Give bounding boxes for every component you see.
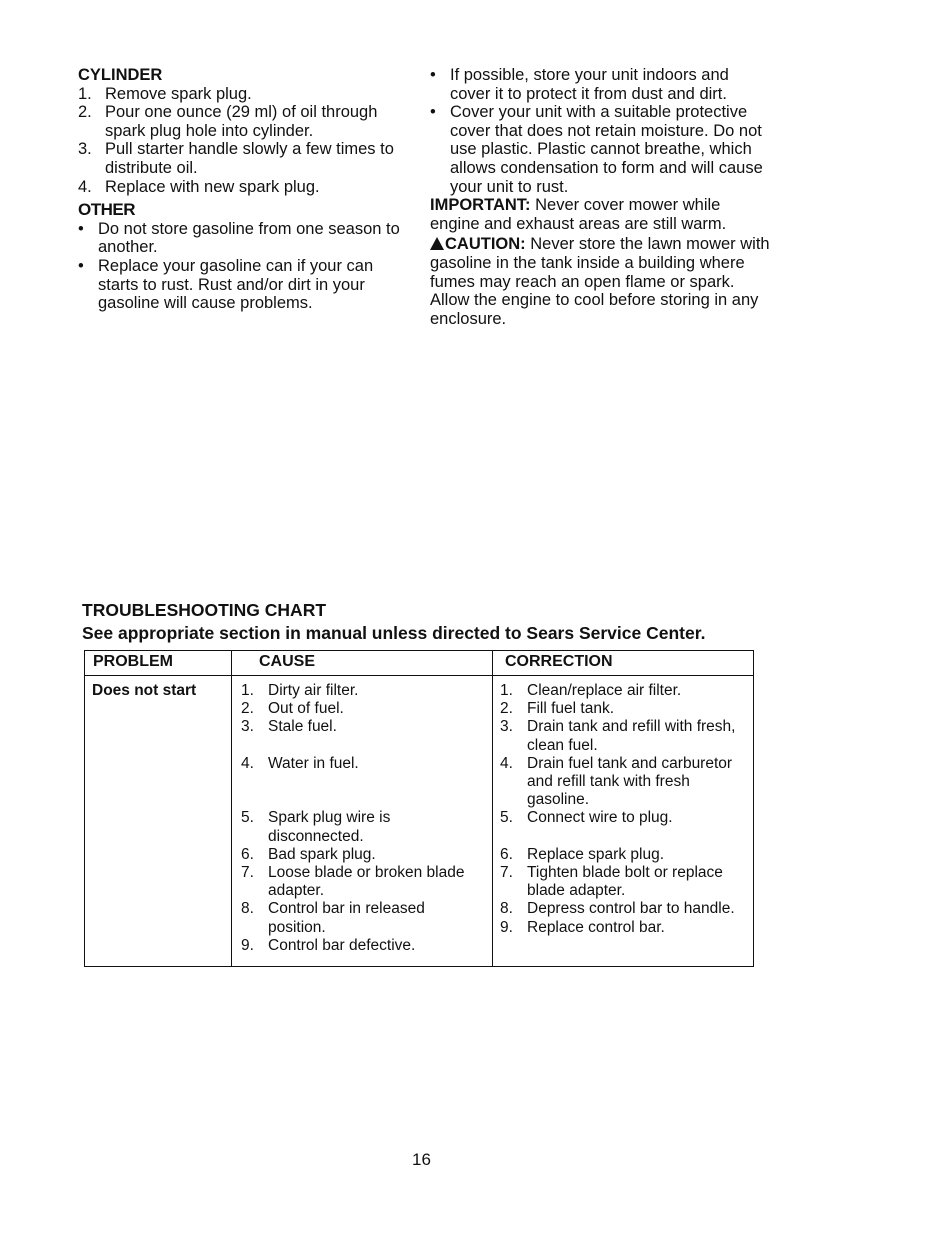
list-item	[500, 809, 745, 827]
caution-text: Never store the lawn mower with gasoline in the tank inside a building where fumes may reach an open flame or spark. Allow the engine to cool before storing in any enclosure.	[430, 235, 770, 328]
list-item	[500, 700, 745, 718]
cause-number: 5.	[241, 809, 254, 827]
list-item	[78, 257, 408, 313]
cause-number: 8.	[241, 900, 254, 918]
list-item	[500, 718, 745, 754]
bullet-icon: •	[78, 219, 84, 238]
correction-text: Replace spark plug.	[527, 845, 664, 863]
list-item	[500, 864, 745, 900]
step-text: Pull starter handle slowly a few times to distribute oil.	[105, 140, 394, 177]
correction-number: 7.	[500, 864, 513, 882]
step-number: 1.	[78, 84, 92, 103]
cause-text: Control bar in released position.	[268, 900, 425, 936]
correction-number: 6.	[500, 845, 513, 863]
cause-text: Bad spark plug.	[268, 845, 376, 863]
correction-number: 5.	[500, 809, 513, 827]
list-item	[78, 85, 408, 104]
list-item	[241, 864, 481, 900]
list-item	[78, 178, 408, 197]
correction-text: Connect wire to plug.	[527, 809, 673, 827]
correction-text: Fill fuel tank.	[527, 700, 615, 718]
bullet-text: Replace your gasoline can if your can starts to rust. Rust and/or dirt in your gasoline will cause problems.	[98, 256, 374, 313]
list-item	[241, 718, 481, 736]
list-item	[241, 900, 481, 936]
cause-number: 6.	[241, 845, 254, 863]
list-item	[241, 700, 481, 718]
list-item	[500, 846, 745, 864]
list-item	[430, 103, 770, 196]
cause-text: Spark plug wire is disconnected.	[268, 809, 391, 845]
cause-text: Control bar defective.	[268, 936, 416, 954]
cylinder-heading: CYLINDER	[78, 66, 163, 84]
list-item	[241, 682, 481, 700]
list-item	[500, 919, 745, 937]
correction-number: 4.	[500, 754, 513, 772]
correction-text: Drain tank and refill with fresh, clean fuel.	[527, 718, 736, 754]
correction-number: 9.	[500, 918, 513, 936]
other-heading: OTHER	[78, 200, 135, 220]
important-label: IMPORTANT:	[430, 196, 531, 215]
cause-text: Out of fuel.	[268, 700, 344, 718]
correction-text: Replace control bar.	[527, 918, 665, 936]
list-item	[500, 755, 745, 810]
correction-list	[500, 682, 745, 937]
cause-number: 1.	[241, 682, 254, 699]
cause-text: Water in fuel.	[268, 754, 359, 772]
important-text: Never cover mower while engine and exhaust areas are still warm.	[430, 196, 727, 233]
caution-label: CAUTION:	[445, 235, 526, 254]
correction-number: 2.	[500, 700, 513, 718]
troubleshooting-subtitle: See appropriate section in manual unless directed to Sears Service Center.	[82, 623, 706, 643]
problem-cell: Does not start	[92, 682, 197, 699]
correction-number: 3.	[500, 718, 513, 736]
list-item	[500, 900, 745, 918]
bullet-icon: •	[430, 66, 436, 84]
step-text: Remove spark plug.	[105, 84, 252, 103]
troubleshooting-table	[84, 650, 754, 967]
column-divider	[231, 651, 232, 966]
list-item	[241, 937, 481, 955]
bullet-icon: •	[78, 256, 84, 275]
cause-number: 2.	[241, 700, 254, 718]
step-text: Replace with new spark plug.	[105, 177, 320, 196]
bullet-text: Cover your unit with a suitable protective cover that does not retain moisture. Do not use plastic. Plastic cannot breathe, which allows condensation to form and will cause your unit to rust.	[450, 103, 763, 196]
cause-list	[241, 682, 481, 955]
list-item	[78, 140, 408, 177]
header-divider	[85, 675, 753, 676]
header-correction: CORRECTION	[505, 653, 613, 670]
header-cause: CAUSE	[259, 653, 316, 670]
column-divider	[492, 651, 493, 966]
correction-text: Tighten blade bolt or replace blade adapter.	[527, 864, 723, 900]
list-item	[241, 846, 481, 864]
cause-number: 4.	[241, 754, 254, 772]
step-text: Pour one ounce (29 ml) of oil through spark plug hole into cylinder.	[105, 103, 378, 140]
cause-number: 3.	[241, 718, 254, 736]
list-item	[500, 682, 745, 700]
header-problem: PROBLEM	[93, 653, 173, 670]
storage-bullets	[430, 66, 770, 196]
cause-text: Loose blade or broken blade adapter.	[268, 864, 465, 900]
bullet-text: Do not store gasoline from one season to another.	[98, 219, 400, 257]
page-number: 16	[412, 1150, 431, 1169]
correction-number: 1.	[500, 682, 513, 699]
caution-note	[430, 235, 770, 328]
cause-text: Stale fuel.	[268, 718, 337, 736]
cause-text: Dirty air filter.	[268, 682, 359, 699]
correction-number: 8.	[500, 900, 513, 918]
correction-text: Clean/replace air filter.	[527, 682, 682, 699]
left-column	[78, 66, 408, 313]
correction-text: Drain fuel tank and carburetor and refill tank with fresh gasoline.	[527, 754, 733, 809]
bullet-icon: •	[430, 103, 436, 122]
list-item	[241, 755, 481, 773]
right-column	[430, 66, 770, 328]
cylinder-steps	[78, 85, 408, 197]
important-note	[430, 196, 770, 233]
troubleshooting-title: TROUBLESHOOTING CHART	[82, 600, 327, 620]
list-item	[78, 103, 408, 140]
bullet-text: If possible, store your unit indoors and cover it to protect it from dust and dirt.	[450, 66, 729, 103]
cause-number: 9.	[241, 936, 254, 954]
other-bullets	[78, 220, 408, 313]
step-number: 4.	[78, 177, 92, 196]
list-item	[430, 66, 770, 103]
step-number: 2.	[78, 103, 92, 122]
correction-text: Depress control bar to handle.	[527, 900, 735, 918]
step-number: 3.	[78, 140, 92, 159]
list-item	[241, 809, 481, 845]
cause-number: 7.	[241, 864, 254, 881]
list-item	[78, 220, 408, 257]
warning-triangle-icon	[430, 237, 444, 250]
